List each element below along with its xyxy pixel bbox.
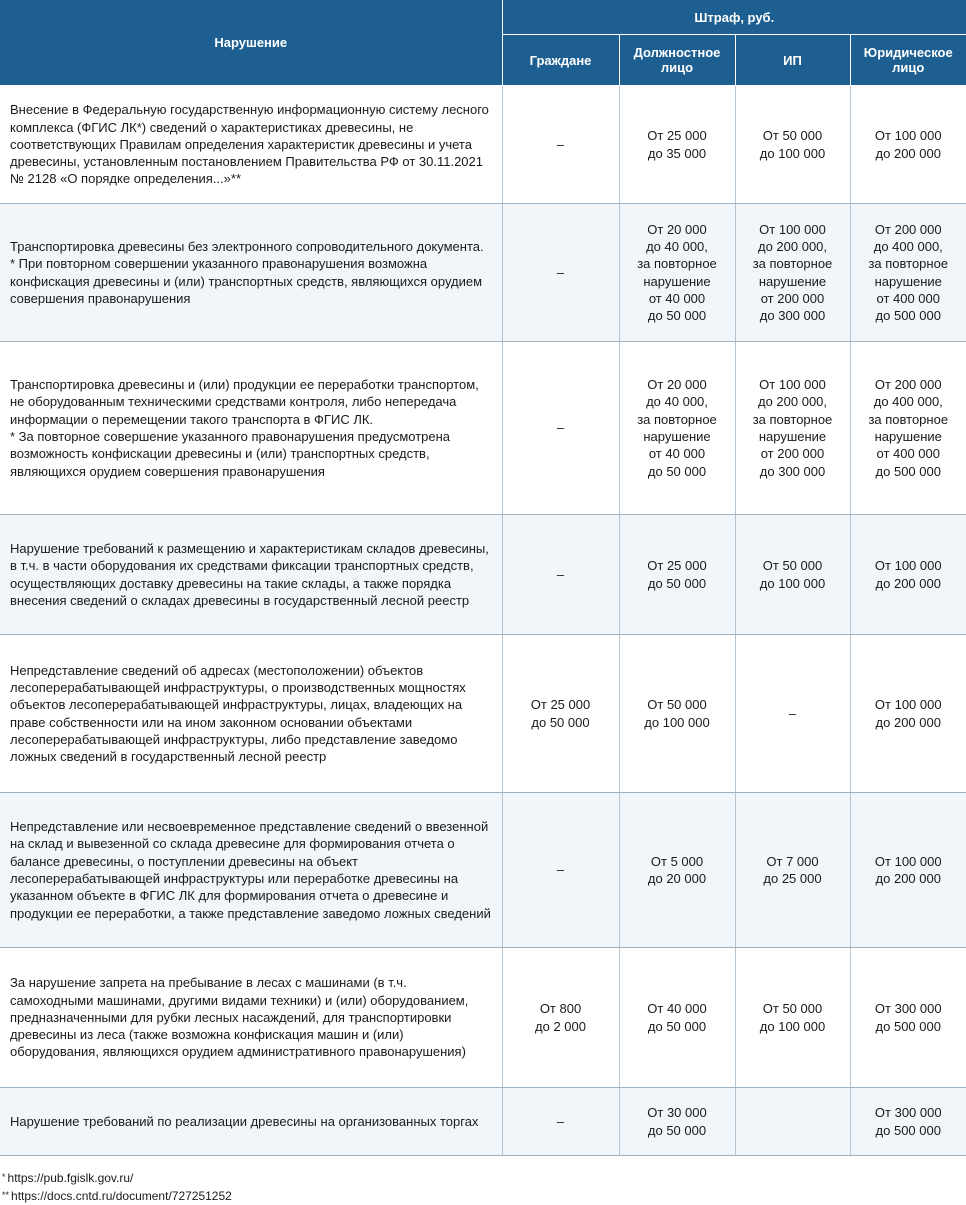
violation-cell: Внесение в Федеральную государственную информационную систему лесного комплекса (ФГИС ЛК*) сведений о характеристиках древесины, не соответствующих Правилам определения характеристик древесины и учета древесины, установленным постановлением Правительства РФ от 30.11.2021 № 2128 «О порядке определения...»** xyxy=(0,86,502,204)
citizens-cell: – xyxy=(502,204,619,342)
legal-cell: От 100 000 до 200 000 xyxy=(850,86,966,204)
legal-cell: От 200 000 до 400 000, за повторное нарушение от 400 000 до 500 000 xyxy=(850,342,966,515)
violation-cell: Транспортировка древесины без электронного сопроводительного документа. * При повторном совершении указанного правонарушения возможна конфискация древесины и (или) транспортных средств, являющихся орудием совершения правонарушения xyxy=(0,204,502,342)
header-legal: Юридическое лицо xyxy=(850,35,966,86)
citizens-cell: – xyxy=(502,793,619,948)
footnote xyxy=(2,1187,966,1205)
citizens-cell: – xyxy=(502,1088,619,1156)
table-row xyxy=(0,1088,966,1156)
ip-cell xyxy=(735,1088,850,1156)
ip-cell: От 50 000 до 100 000 xyxy=(735,948,850,1088)
header-official: Должностное лицо xyxy=(619,35,735,86)
official-cell: От 25 000 до 35 000 xyxy=(619,86,735,204)
official-cell: От 25 000 до 50 000 xyxy=(619,515,735,635)
ip-cell: От 50 000 до 100 000 xyxy=(735,515,850,635)
legal-cell: От 300 000 до 500 000 xyxy=(850,1088,966,1156)
citizens-cell: – xyxy=(502,515,619,635)
footnote xyxy=(2,1169,966,1187)
footnote-mark: * xyxy=(2,1172,6,1182)
ip-cell: От 50 000 до 100 000 xyxy=(735,86,850,204)
ip-cell: От 100 000 до 200 000, за повторное нарушение от 200 000 до 300 000 xyxy=(735,204,850,342)
header-ip: ИП xyxy=(735,35,850,86)
ip-cell: От 7 000 до 25 000 xyxy=(735,793,850,948)
official-cell: От 5 000 до 20 000 xyxy=(619,793,735,948)
violation-cell: За нарушение запрета на пребывание в лесах с машинами (в т.ч. самоходными машинами, другими видами техники) и (или) оборудованием, предназначенными для рубки лесных насаждений, для транспортировки древесины из леса (также возможна конфискация машин и (или) оборудования, являющихся орудием административного правонарушения) xyxy=(0,948,502,1088)
footnote-link[interactable]: https://pub.fgislk.gov.ru/ xyxy=(7,1171,134,1185)
ip-cell: – xyxy=(735,635,850,793)
legal-cell: От 100 000 до 200 000 xyxy=(850,793,966,948)
legal-cell: От 100 000 до 200 000 xyxy=(850,635,966,793)
citizens-cell: – xyxy=(502,86,619,204)
table-row xyxy=(0,86,966,204)
official-cell: От 20 000 до 40 000, за повторное нарушение от 40 000 до 50 000 xyxy=(619,204,735,342)
footnote-link[interactable]: https://docs.cntd.ru/document/727251252 xyxy=(11,1189,232,1203)
ip-cell: От 100 000 до 200 000, за повторное нарушение от 200 000 до 300 000 xyxy=(735,342,850,515)
table-row xyxy=(0,515,966,635)
legal-cell: От 200 000 до 400 000, за повторное нарушение от 400 000 до 500 000 xyxy=(850,204,966,342)
violation-cell: Нарушение требований по реализации древесины на организованных торгах xyxy=(0,1088,502,1156)
violation-cell: Непредставление сведений об адресах (местоположении) объектов лесоперерабатывающей инфраструктуры, о производственных мощностях объектов лесоперерабатывающей инфраструктуры, лицах, владеющих на праве собственности или на ином законном основании объектами лесоперерабатывающей инфраструктуры, либо представление заведомо ложных сведений в государственный лесной реестр xyxy=(0,635,502,793)
official-cell: От 30 000 до 50 000 xyxy=(619,1088,735,1156)
legal-cell: От 100 000 до 200 000 xyxy=(850,515,966,635)
citizens-cell: От 25 000 до 50 000 xyxy=(502,635,619,793)
table-row xyxy=(0,342,966,515)
citizens-cell: – xyxy=(502,342,619,515)
violation-cell: Непредставление или несвоевременное представление сведений о ввезенной на склад и вывезенной со склада древесине для формирования отчета о балансе древесины, о поступлении древесины на объект лесоперерабатывающей инфраструктуры или переработке древесины на указанном объекте в ФГИС ЛК для формирования отчета о древесине и продукции ее переработки, а также представление заведомо ложных сведений xyxy=(0,793,502,948)
violation-cell: Нарушение требований к размещению и характеристикам складов древесины, в т.ч. в части оборудования их средствами фиксации транспортных средств, осуществляющих доставку древесины на такие склады, а также порядка внесения сведений о складах древесины в государственный лесной реестр xyxy=(0,515,502,635)
header-violation: Нарушение xyxy=(0,0,502,86)
official-cell: От 20 000 до 40 000, за повторное нарушение от 40 000 до 50 000 xyxy=(619,342,735,515)
footnote-mark: ** xyxy=(2,1190,10,1200)
citizens-cell: От 800 до 2 000 xyxy=(502,948,619,1088)
header-citizens: Граждане xyxy=(502,35,619,86)
violation-cell: Транспортировка древесины и (или) продукции ее переработки транспортом, не оборудованным техническими средствами контроля, либо непередача информации о перемещении такого транспорта в ФГИС ЛК. * За повторное совершение указанного правонарушения предусмотрена возможность конфискации древесины и (или) транспортных средств, являющихся орудием совершения правонарушения xyxy=(0,342,502,515)
table-row xyxy=(0,793,966,948)
table-row xyxy=(0,635,966,793)
legal-cell: От 300 000 до 500 000 xyxy=(850,948,966,1088)
official-cell: От 50 000 до 100 000 xyxy=(619,635,735,793)
table-row xyxy=(0,204,966,342)
table-row xyxy=(0,948,966,1088)
official-cell: От 40 000 до 50 000 xyxy=(619,948,735,1088)
header-fine: Штраф, руб. xyxy=(502,0,966,35)
